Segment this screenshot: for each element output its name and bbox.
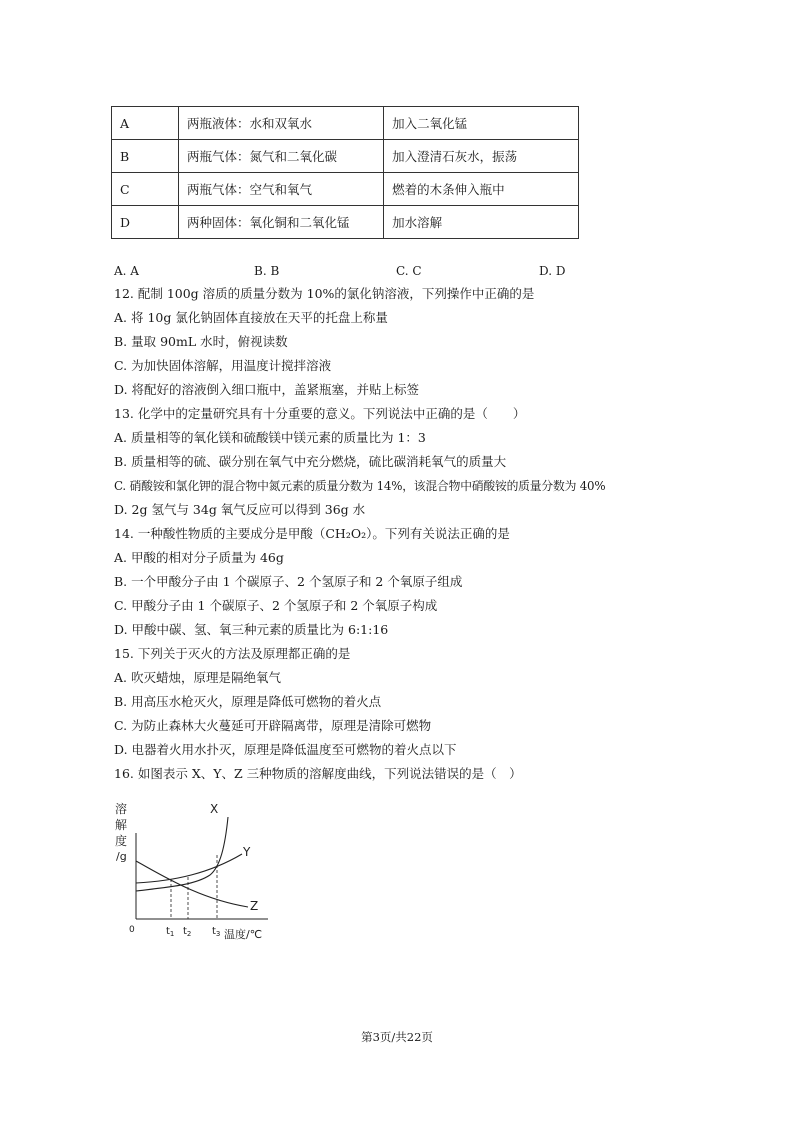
row-label: D bbox=[112, 206, 179, 239]
table-row bbox=[112, 206, 579, 239]
q12-option-b[interactable]: B. 量取 90mL 水时，俯视读数 bbox=[114, 334, 288, 349]
q13-stem: 13. 化学中的定量研究具有十分重要的意义。下列说法中正确的是（ ） bbox=[114, 406, 526, 421]
q12-stem: 12. 配制 100g 溶质的质量分数为 10%的氯化钠溶液，下列操作中正确的是 bbox=[114, 286, 535, 301]
method-cell: 加入澄清石灰水，振荡 bbox=[384, 140, 579, 173]
q12-option-a[interactable]: A. 将 10g 氯化钠固体直接放在天平的托盘上称量 bbox=[114, 310, 388, 325]
objects-cell: 两瓶气体：空气和氧气 bbox=[179, 173, 384, 206]
q14-stem: 14. 一种酸性物质的主要成分是甲酸（CH₂O₂）。下列有关说法正确的是 bbox=[114, 526, 510, 541]
curve-x bbox=[136, 817, 228, 891]
y-axis-label-char: 度 bbox=[115, 834, 128, 848]
row-label: B bbox=[112, 140, 179, 173]
y-axis-label-char: /g bbox=[116, 850, 127, 863]
options-table-body bbox=[112, 107, 579, 239]
q11-option-a[interactable]: A. A bbox=[114, 264, 139, 278]
curve-x-label: X bbox=[210, 802, 219, 816]
q15-option-b[interactable]: B. 用高压水枪灭火，原理是降低可燃物的着火点 bbox=[114, 694, 382, 709]
method-cell: 燃着的木条伸入瓶中 bbox=[384, 173, 579, 206]
curve-y-label: Y bbox=[243, 845, 251, 859]
q15-option-a[interactable]: A. 吹灭蜡烛，原理是隔绝氧气 bbox=[114, 670, 281, 685]
solubility-graph bbox=[110, 797, 275, 945]
table-row bbox=[112, 140, 579, 173]
q13-option-d[interactable]: D. 2g 氢气与 34g 氧气反应可以得到 36g 水 bbox=[114, 502, 366, 517]
origin-label: 0 bbox=[129, 925, 135, 935]
q13-option-c[interactable]: C. 硝酸铵和氯化钾的混合物中氮元素的质量分数为 14%，该混合物中硝酸铵的质量分数为 40% bbox=[114, 479, 606, 493]
tick-label-t3: $t_3$ bbox=[212, 926, 221, 938]
q13-option-b[interactable]: B. 质量相等的硫、碳分别在氧气中充分燃烧，硫比碳消耗氧气的质量大 bbox=[114, 454, 507, 469]
q11-answer-options bbox=[114, 264, 594, 280]
row-label: C bbox=[112, 173, 179, 206]
y-axis-label-char: 溶 bbox=[115, 802, 128, 816]
curve-y bbox=[136, 854, 242, 883]
x-axis-label: 温度/℃ bbox=[224, 928, 263, 941]
q15-option-c[interactable]: C. 为防止森林大火蔓延可开辟隔离带，原理是清除可燃物 bbox=[114, 718, 432, 733]
objects-cell: 两瓶气体：氮气和二氧化碳 bbox=[179, 140, 384, 173]
tick-label-t1: $t_1$ bbox=[166, 926, 175, 938]
table-row bbox=[112, 107, 579, 140]
objects-cell: 两种固体：氧化铜和二氧化锰 bbox=[179, 206, 384, 239]
tick-label-t2: $t_2$ bbox=[183, 926, 192, 938]
row-label: A bbox=[112, 107, 179, 140]
objects-cell: 两瓶液体：水和双氧水 bbox=[179, 107, 384, 140]
q11-option-d[interactable]: D. D bbox=[539, 264, 566, 278]
q14-option-b[interactable]: B. 一个甲酸分子由 1 个碳原子、2 个氢原子和 2 个氧原子组成 bbox=[114, 574, 463, 589]
method-cell: 加水溶解 bbox=[384, 206, 579, 239]
curve-z-label: Z bbox=[250, 899, 259, 913]
q15-stem: 15. 下列关于灭火的方法及原理都正确的是 bbox=[114, 646, 351, 661]
q14-option-a[interactable]: A. 甲酸的相对分子质量为 46g bbox=[114, 550, 284, 565]
q12-option-d[interactable]: D. 将配好的溶液倒入细口瓶中，盖紧瓶塞，并贴上标签 bbox=[114, 382, 420, 397]
q14-option-d[interactable]: D. 甲酸中碳、氢、氧三种元素的质量比为 6:1:16 bbox=[114, 622, 389, 637]
page-footer: 第3页/共22页 bbox=[361, 1030, 433, 1044]
q11-option-c[interactable]: C. C bbox=[396, 264, 422, 278]
options-table bbox=[111, 106, 579, 239]
curve-z bbox=[136, 861, 248, 907]
q13-option-a[interactable]: A. 质量相等的氧化镁和硫酸镁中镁元素的质量比为 1：3 bbox=[114, 430, 426, 445]
q15-option-d[interactable]: D. 电器着火用水扑灭，原理是降低温度至可燃物的着火点以下 bbox=[114, 742, 457, 757]
table-row bbox=[112, 173, 579, 206]
q16-stem: 16. 如图表示 X、Y、Z 三种物质的溶解度曲线，下列说法错误的是（ ） bbox=[114, 766, 522, 781]
q12-option-c[interactable]: C. 为加快固体溶解，用温度计搅拌溶液 bbox=[114, 358, 332, 373]
q14-option-c[interactable]: C. 甲酸分子由 1 个碳原子、2 个氢原子和 2 个氧原子构成 bbox=[114, 598, 438, 613]
q11-option-b[interactable]: B. B bbox=[254, 264, 280, 278]
method-cell: 加入二氧化锰 bbox=[384, 107, 579, 140]
y-axis-label-char: 解 bbox=[115, 818, 128, 832]
